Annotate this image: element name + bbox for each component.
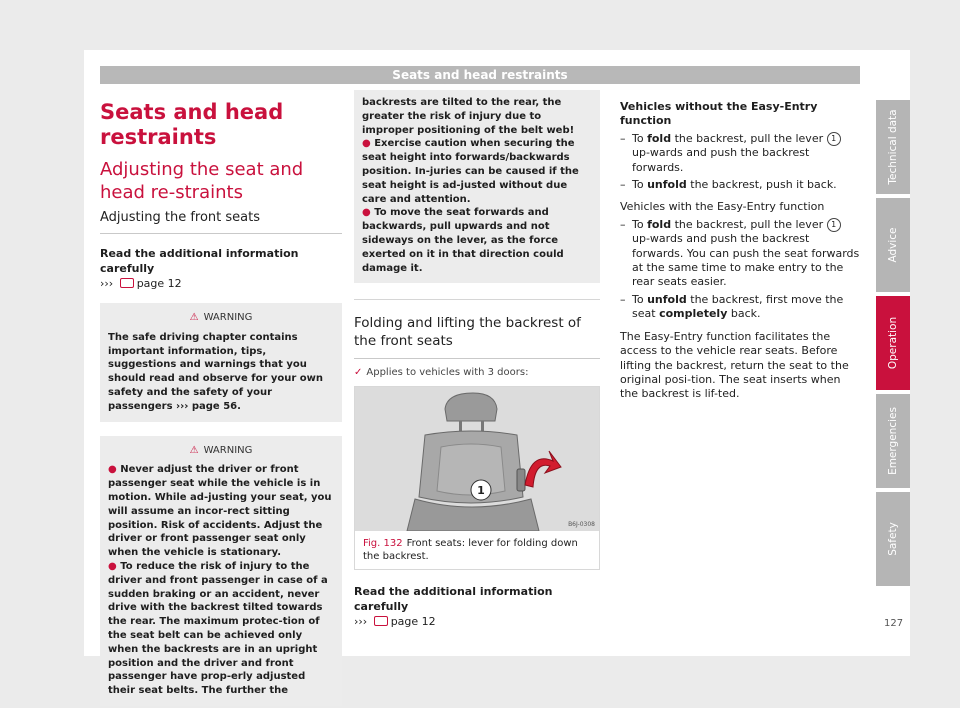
keyword: unfold [647,292,687,306]
page-link[interactable]: ››› page 12 [354,615,436,629]
keyword: fold [647,217,672,231]
warning-box [100,303,342,422]
warning-text: backrests are tilted to the rear, the greater the risk of injury due to improper positioning of the belt web! [362,97,575,136]
warning-icon: ⚠ [189,444,199,456]
warning-bullet [362,137,592,206]
seat-image [355,387,599,531]
instruction-item [620,218,860,290]
warning-bullet-text: To move the seat forwards and backwards, pull upwards and not sideways on the lever, as the force exerted on it in that direction could damage it. [362,207,564,274]
book-icon [120,278,134,288]
figure-code: B6J-0308 [568,521,595,529]
instruction-text: up-wards and push the backrest forwards. You can push the seat forwards at the same time to make entry to the rear seats easier. [632,232,860,289]
warning-bullet [108,560,334,698]
section-heading: Adjusting the front seats [100,210,342,234]
instruction-text: To [632,178,644,192]
backrest-section [354,299,600,629]
page-link[interactable]: ››› page 12 [100,277,182,290]
figure [354,386,600,570]
page-ref: page 12 [390,615,436,629]
keyword: fold [647,131,672,145]
figure-callout: 1 [477,484,485,498]
applies-text: Applies to vehicles with 3 doors: [366,367,529,379]
instruction-text: the backrest, first move the seat [632,292,844,321]
figure-caption-text: Front seats: lever for folding down the backrest. [363,538,578,563]
read-more-note [354,584,600,629]
instruction-text: up-wards and push the backrest forwards. [632,146,810,174]
chapter-subtitle: Adjusting the seat and head re-straints [100,159,304,203]
tab-label: Emergencies [887,407,899,475]
warning-box-continued [354,90,600,283]
instruction-item [620,178,860,192]
page-number: 127 [884,618,904,629]
read-more-note [100,246,342,291]
right-column [620,100,860,402]
instruction-item [620,132,860,175]
instruction-text: the backrest, push it back. [690,178,837,192]
book-icon [374,616,388,626]
keyword: completely [659,307,728,321]
tab-label: Advice [887,227,899,263]
bullet-icon: ● [108,464,121,476]
warning-text: The safe driving chapter contains important information, tips, suggestions and warnings that you should read and observe for your own safety and the safety of your passengers ››› page 56. [108,331,323,412]
warning-bullet-text: Never adjust the driver or front passenger seat while the vehicle is in motion. While ad-justing your seat, you will assume an incor-rect sitting position. Risk of accidents. Adjust the driver or front passenger seat only when the vehicle is stationary. [108,464,332,559]
instruction-text: the backrest, pull the lever [674,131,824,145]
tab-operation[interactable] [876,296,910,390]
chapter-title: Seats and head restraints [100,100,284,149]
running-header: Seats and head restraints [100,66,860,84]
applies-note [354,367,600,378]
read-more-text: Read the additional information carefully [354,585,553,614]
figure-number: Fig. 132 [363,538,403,550]
bullet-icon: ● [108,560,121,572]
page-ref: page 12 [136,277,182,290]
tab-emergencies[interactable] [876,394,910,488]
figure-caption [355,531,599,569]
tab-safety[interactable] [876,492,910,586]
read-more-text: Read the additional information carefully [100,247,299,275]
instruction-text: To [632,292,644,306]
keyword: unfold [647,178,687,192]
warning-bullet [362,206,592,275]
left-column [100,100,342,706]
tab-technical-data[interactable] [876,100,910,194]
instruction-text: the backrest, pull the lever [674,217,824,231]
check-icon: ✓ [354,367,363,379]
lever-number-badge: 1 [827,132,841,146]
instruction-text: To [632,131,644,145]
tab-label: Technical data [887,109,899,185]
subheading: Vehicles with the Easy-Entry function [620,200,825,214]
warning-bullet-text: To reduce the risk of injury to the driver and front passenger in case of a sudden braking or an accident, never drive with the backrest tilted towards the rear. The maximum protec-tion of the seat belt can be achieved only when the backrests are in an upright position and the driver and front passenger have prop-erly adjusted their seat belts. The further the [108,560,328,697]
warning-bullet [108,463,334,560]
warning-label: WARNING [203,444,253,456]
section-heading: Folding and lifting the backrest of the front seats [354,314,600,359]
bullet-icon: ● [362,138,375,150]
tab-label: Operation [887,316,899,370]
instruction-text: To [632,217,644,231]
instruction-text: back. [730,307,761,321]
subheading: Vehicles without the Easy-Entry function [620,100,818,128]
paragraph: The Easy-Entry function facilitates the access to the vehicle rear seats. Before lifting the backrest, return the seat to the original posi-tion. The seat inserts when the backrest is lif-ted. [620,329,849,401]
bullet-icon: ● [362,207,375,219]
tab-advice[interactable] [876,198,910,292]
warning-box [100,436,342,706]
warning-bullet-text: Exercise caution when securing the seat height into forwards/backwards position. In-juries can be caused if the seat height is ad-justed without due care and attention. [362,138,579,205]
tab-label: Safety [887,522,899,556]
instruction-item [620,293,860,322]
warning-label: WARNING [203,312,253,323]
seat-illustration [355,387,599,531]
middle-column [354,90,600,629]
lever-number-badge: 1 [827,218,841,232]
warning-icon: ⚠ [189,312,199,323]
